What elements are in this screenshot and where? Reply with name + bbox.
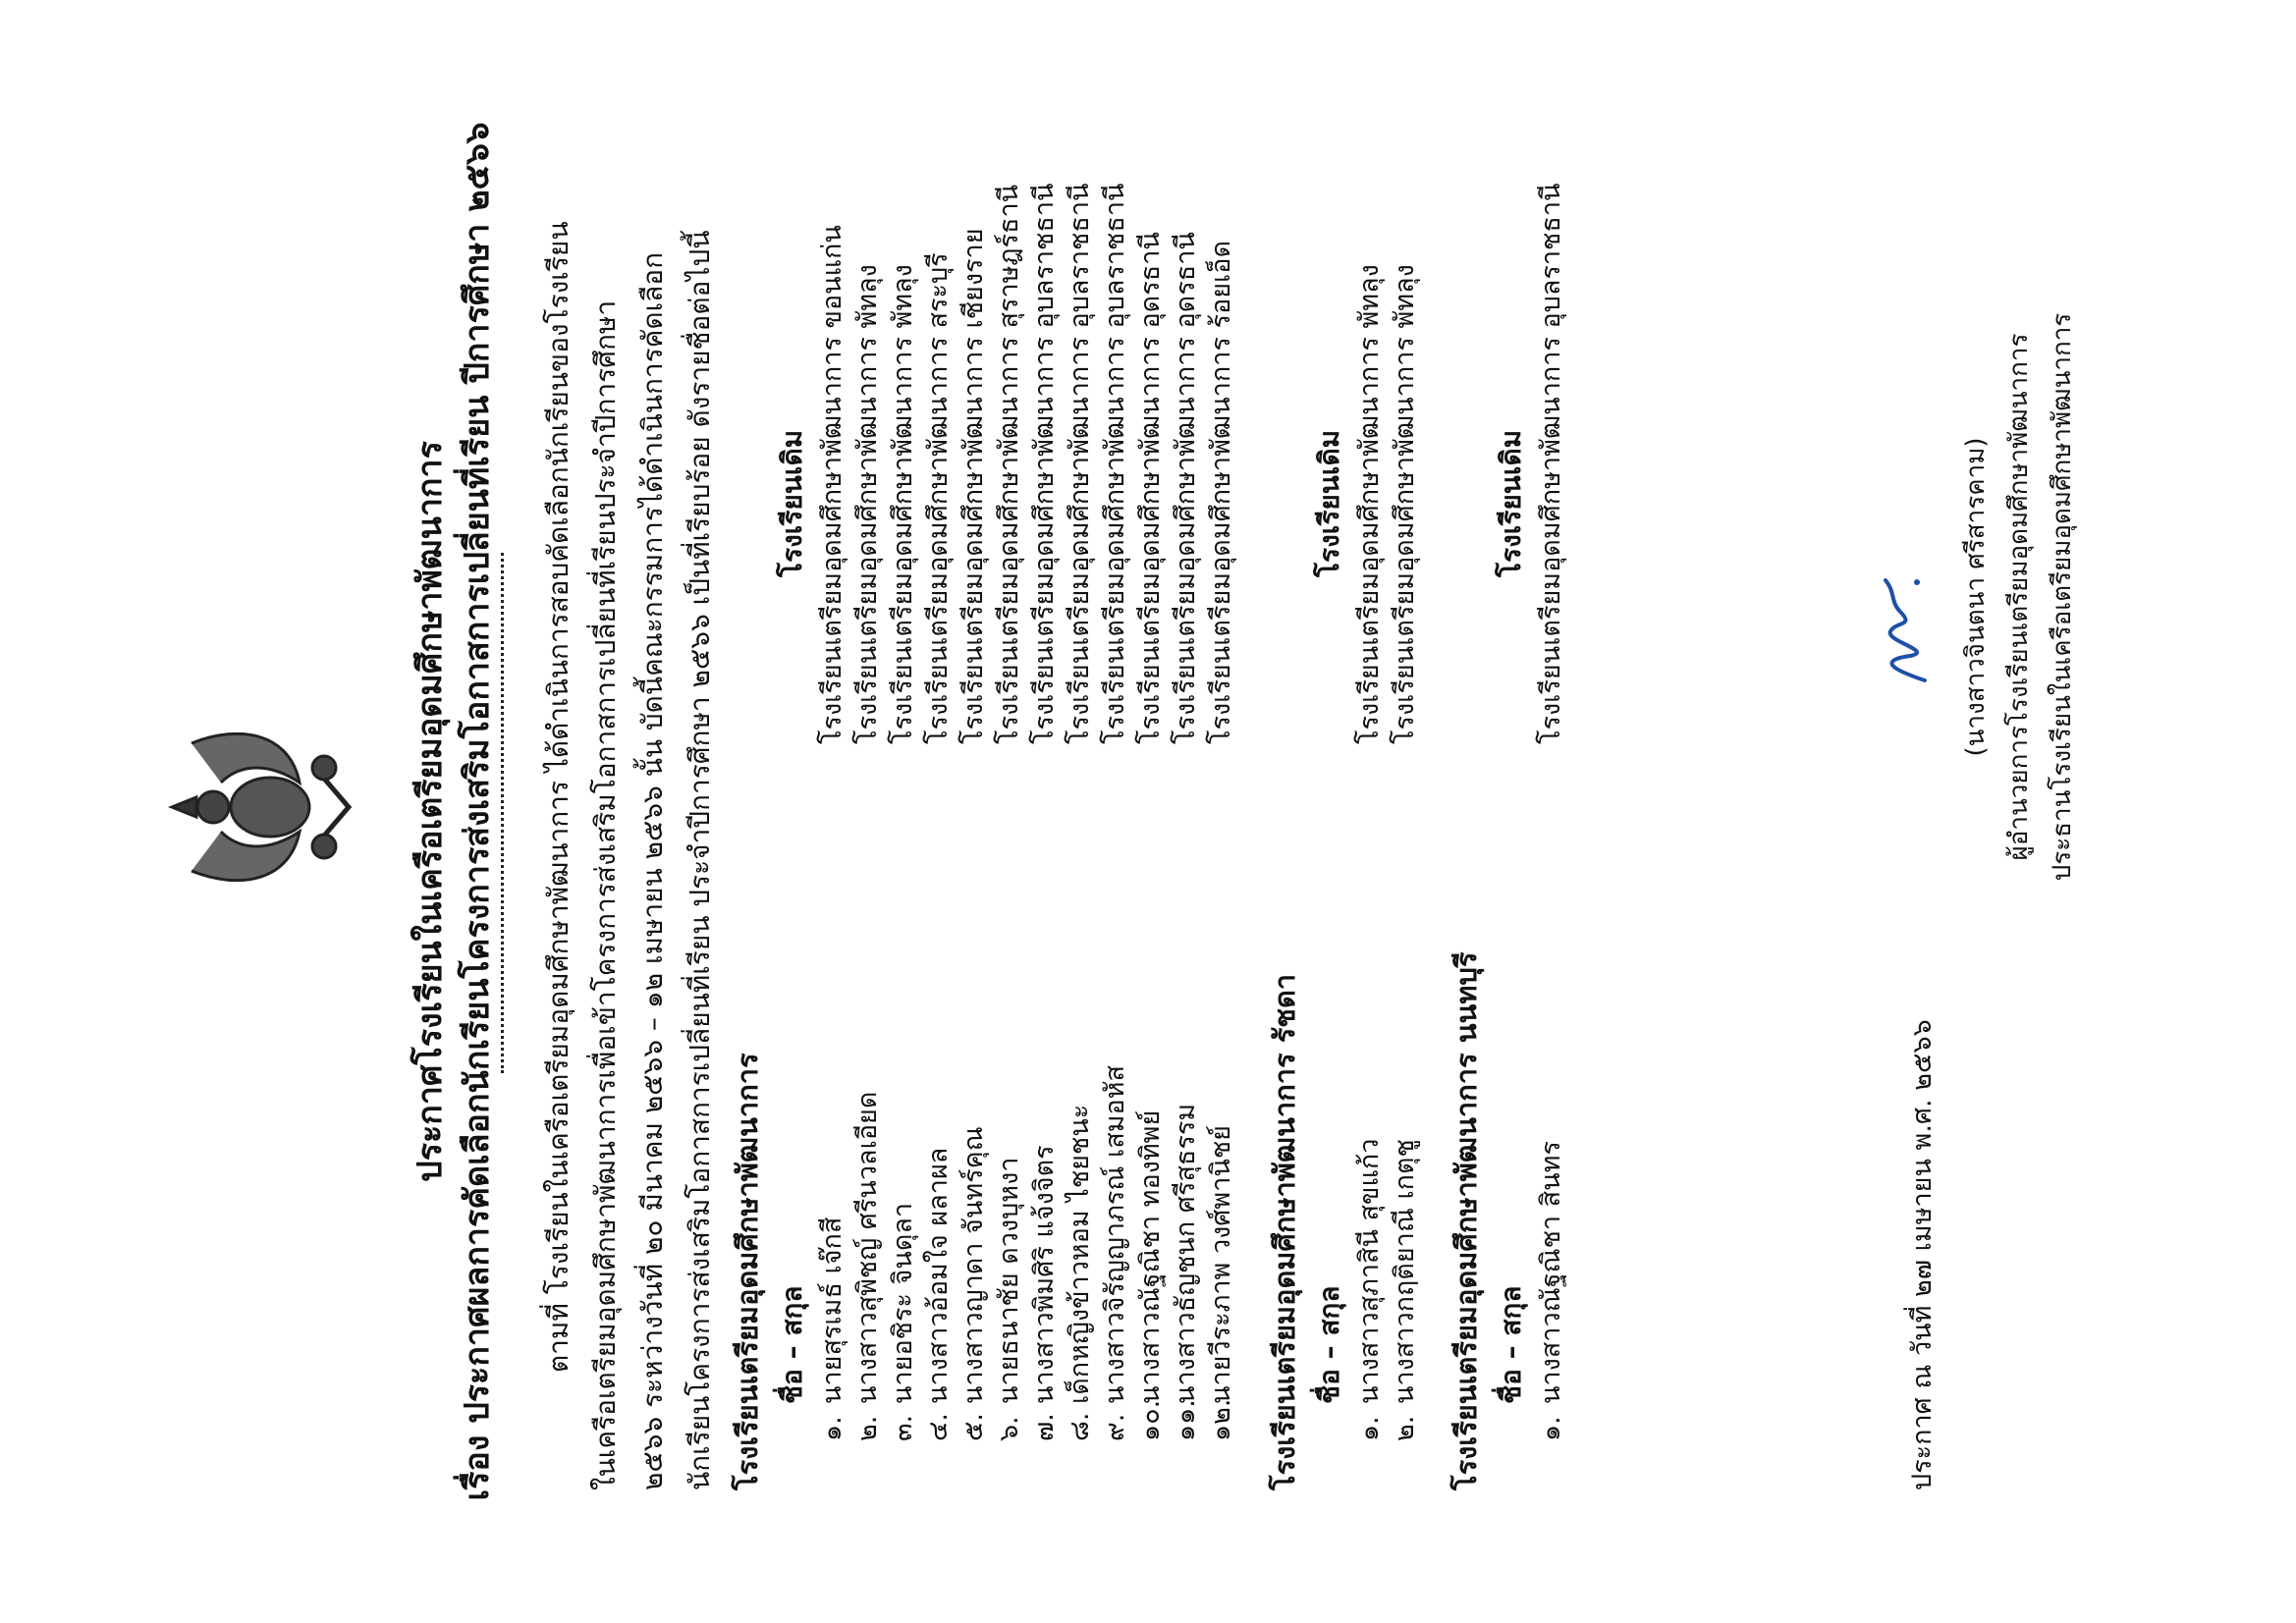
student-name: นางสาวพิมศิริ แจ้งจิตร (1029, 1145, 1060, 1404)
row-number: ๒. (852, 1415, 883, 1441)
announcement-date: ประกาศ ณ วันที่ ๒๗ เมษายน พ.ศ. ๒๕๖๖ (1907, 1019, 1938, 1490)
row-number: ๑. (1354, 1416, 1385, 1441)
previous-school: โรงเรียนเตรียมอุดมศึกษาพัฒนาการ ขอนแก่น (817, 225, 847, 744)
previous-school: โรงเรียนเตรียมอุดมศึกษาพัฒนาการ ร้อยเอ็ด (1206, 241, 1236, 744)
list-item (850, 116, 886, 1490)
column-headers (770, 116, 815, 1490)
row-number: ๒. (1390, 1415, 1420, 1441)
signature-block (1954, 180, 2084, 1014)
student-name: เด็กหญิงข้าวหอม ไชยชนะ (1065, 1104, 1095, 1404)
student-name: นางสาวจิรัญญาภรณ์ เสมอหัส (1100, 1064, 1130, 1404)
list-item (1027, 116, 1063, 1490)
student-name: นายสุรเมธ์ เจ๊กสี (817, 1217, 847, 1404)
student-name: นางสาวสุภาสินี สุขแก้ว (1354, 1138, 1385, 1404)
row-number: ๑. (1536, 1416, 1566, 1441)
row-number: ๓. (888, 1414, 918, 1441)
student-name: นางสาวธัญชนก ศรีสุธรรม (1171, 1103, 1201, 1404)
col-name-header: ชื่อ – สกุล (1313, 1285, 1345, 1404)
section-pattanakarn (725, 116, 1239, 1490)
previous-school: โรงเรียนเตรียมอุดมศึกษาพัฒนาการ พัทลุง (888, 264, 918, 744)
col-school-header: โรงเรียนเดิม (1495, 429, 1527, 577)
row-number: ๕. (958, 1412, 989, 1441)
list-item (921, 116, 957, 1490)
announcement-subject: เรื่อง ประกาศผลการคัดเลือกนักเรียนโครงการส่งเสริมโอกาสการเปลี่ยนที่เรียน ปีการศึกษา ๒๕๖๖ (458, 122, 497, 1501)
list-item (992, 116, 1027, 1490)
previous-school: โรงเรียนเตรียมอุดมศึกษาพัฒนาการ สุราษฎร์ธานี (994, 184, 1024, 744)
signer-position: ผู้อำนวยการโรงเรียนเตรียมอุดมศึกษาพัฒนาการ (2004, 333, 2034, 861)
list-item (1534, 116, 1569, 1490)
row-number: ๑๑. (1171, 1399, 1201, 1441)
list-item (1352, 116, 1388, 1490)
previous-school: โรงเรียนเตรียมอุดมศึกษาพัฒนาการ พัทลุง (852, 264, 883, 744)
previous-school: โรงเรียนเตรียมอุดมศึกษาพัฒนาการ สระบุรี (923, 252, 954, 744)
row-number: ๑. (817, 1416, 847, 1441)
section-title: โรงเรียนเตรียมอุดมศึกษาพัฒนาการ รัชดา (1268, 973, 1301, 1490)
previous-school: โรงเรียนเตรียมอุดมศึกษาพัฒนาการ เชียงราย (958, 228, 989, 744)
student-name: นางสาวณัฐณิชา ทองทิพย์ (1135, 1109, 1166, 1404)
previous-school: โรงเรียนเตรียมอุดมศึกษาพัฒนาการ อุดรธานี (1171, 232, 1201, 744)
previous-school: โรงเรียนเตรียมอุดมศึกษาพัฒนาการ อุดรธานี (1135, 232, 1166, 744)
student-name: นางสาวอ้อมใจ ผลาผล (923, 1147, 954, 1404)
section-nonthaburi (1444, 116, 1569, 1490)
list-item (1098, 116, 1133, 1490)
row-number: ๔. (923, 1412, 954, 1441)
previous-school: โรงเรียนเตรียมอุดมศึกษาพัฒนาการ อุบลราชธานี (1029, 183, 1060, 744)
row-number: ๘. (1065, 1412, 1095, 1441)
intro-line: ตามที่ โรงเรียนในเครือเตรียมอุดมศึกษาพัฒนาการ ได้ดำเนินการสอบคัดเลือกนักเรียนของโรงเรียน (542, 221, 574, 1373)
list-item (1204, 116, 1239, 1490)
row-number: ๑๒. (1206, 1398, 1236, 1441)
col-name-header: ชื่อ – สกุล (776, 1285, 808, 1404)
list-item (1169, 116, 1204, 1490)
dotted-divider (501, 553, 504, 1073)
list-item (1133, 116, 1169, 1490)
section-title: โรงเรียนเตรียมอุดมศึกษาพัฒนาการ (731, 1053, 764, 1490)
section-title: โรงเรียนเตรียมอุดมศึกษาพัฒนาการ นนทบุรี (1449, 951, 1483, 1490)
list-item (1388, 116, 1423, 1490)
student-name: นางสาวณัฐณิชา สินทร (1536, 1141, 1566, 1404)
section-ratchada (1262, 116, 1423, 1490)
intro-line: นักเรียนโครงการส่งเสริมโอกาสการเปลี่ยนที่เรียน ประจำปีการศึกษา ๒๕๖๖ เป็นที่เรียบร้อย ดังรายชื่อต่อไปนี้ (683, 230, 716, 1490)
row-number: ๖. (994, 1416, 1024, 1441)
student-name: นายวีระภาพ วงศ์พานิชย์ (1206, 1125, 1236, 1404)
intro-line: ๒๕๖๖ ระหว่างวันที่ ๒๐ มีนาคม ๒๕๖๖ – ๑๒ เมษายน ๒๕๖๖ นั้น บัดนี้คณะกรรมการได้ดำเนินการคัดเลือก (636, 251, 669, 1490)
student-name: นายธนาชัย ดวงบุหงา (994, 1157, 1024, 1404)
col-school-header: โรงเรียนเดิม (1313, 429, 1345, 577)
handwritten-signature-icon (1856, 572, 1944, 690)
student-name: นายอชิระ จินดุลา (888, 1202, 918, 1404)
student-name: นางสาวสุพิชญ์ ศรีนวลเอียด (852, 1091, 883, 1404)
intro-line: ในเครือเตรียมอุดมศึกษาพัฒนาการเพื่อเข้าโครงการส่งเสริมโอกาสการเปลี่ยนที่เรียนประจำปีการศึกษา (589, 299, 622, 1490)
list-item (886, 116, 921, 1490)
list-item (815, 116, 850, 1490)
column-headers (1307, 116, 1352, 1490)
previous-school: โรงเรียนเตรียมอุดมศึกษาพัฒนาการ อุบลราชธานี (1536, 183, 1566, 744)
row-number: ๑๐. (1135, 1399, 1166, 1441)
previous-school: โรงเรียนเตรียมอุดมศึกษาพัฒนาการ อุบลราชธานี (1100, 183, 1130, 744)
student-name: นางสาวญาดา จันทร์คุณ (958, 1126, 989, 1404)
garuda-emblem-icon (152, 714, 358, 900)
list-item (957, 116, 992, 1490)
student-name: นางสาวกฤติยาณี เกตุชู (1390, 1139, 1420, 1404)
announcement-title: ประกาศโรงเรียนในเครือเตรียมอุดมศึกษาพัฒนาการ (410, 441, 450, 1182)
signer-name: (นางสาวจินตนา ศรีสารคาม) (1961, 437, 1991, 757)
previous-school: โรงเรียนเตรียมอุดมศึกษาพัฒนาการ อุบลราชธานี (1065, 183, 1095, 744)
col-name-header: ชื่อ – สกุล (1495, 1285, 1527, 1404)
list-item (1063, 116, 1098, 1490)
signer-position: ประธานโรงเรียนในเครือเตรียมอุดมศึกษาพัฒนาการ (2048, 312, 2077, 882)
intro-paragraph (535, 116, 724, 1490)
row-number: ๙. (1100, 1413, 1130, 1441)
col-school-header: โรงเรียนเดิม (776, 429, 808, 577)
previous-school: โรงเรียนเตรียมอุดมศึกษาพัฒนาการ พัทลุง (1390, 264, 1420, 744)
column-headers (1489, 116, 1534, 1490)
row-number: ๗. (1029, 1413, 1060, 1441)
previous-school: โรงเรียนเตรียมอุดมศึกษาพัฒนาการ พัทลุง (1354, 264, 1385, 744)
